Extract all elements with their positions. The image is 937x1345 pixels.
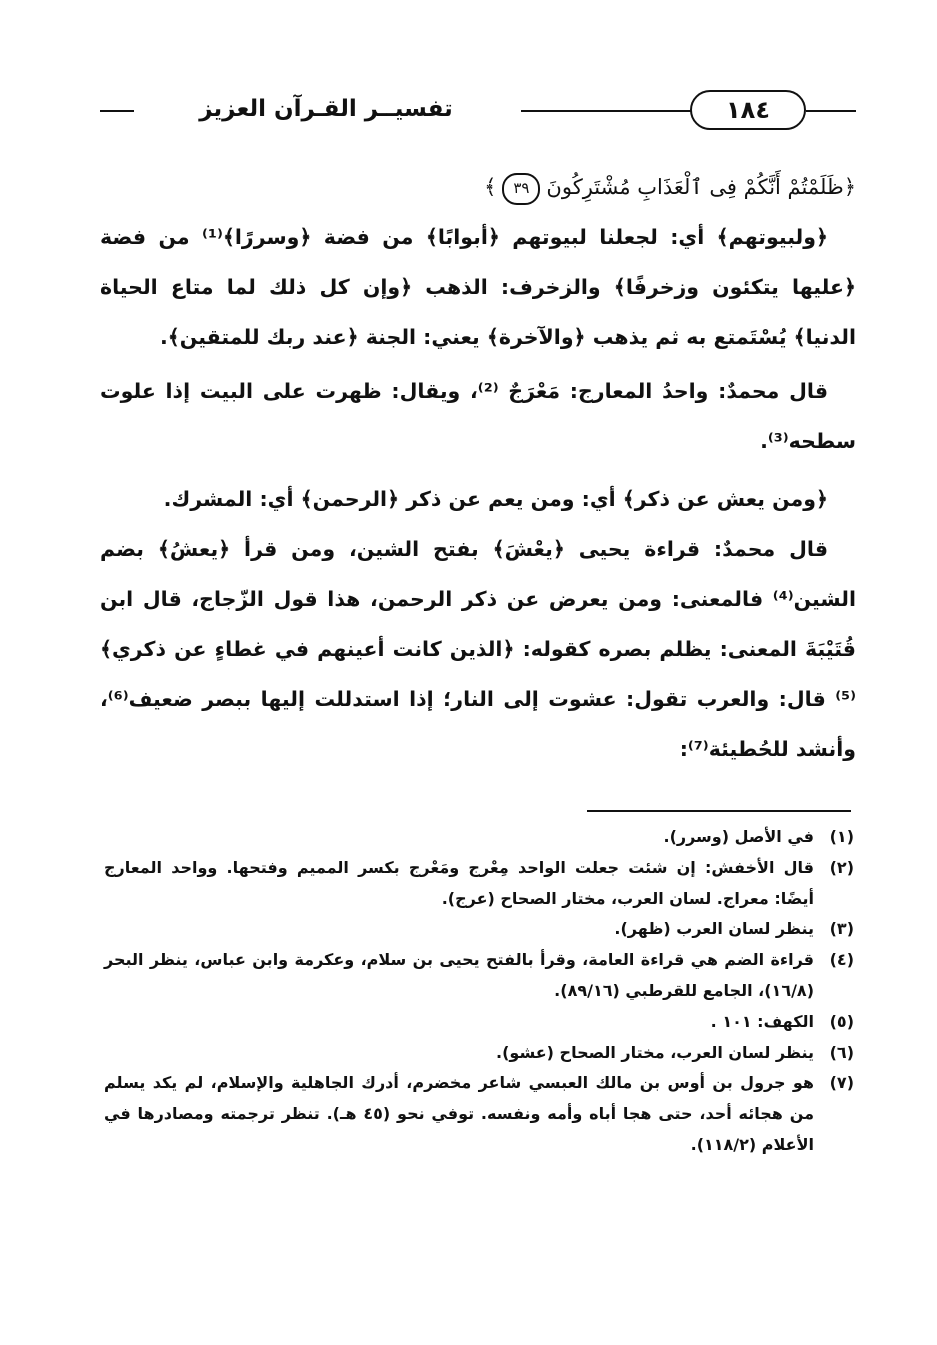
- header-rule-middle: [521, 110, 691, 112]
- footnote-text: ينظر لسان العرب، مختار الصحاح (عشو).: [496, 1042, 814, 1062]
- footnote-text: في الأصل (وسرر).: [663, 827, 814, 846]
- main-text: [100, 162, 856, 782]
- footnote-text: ينظر لسان العرب (ظهر).: [614, 919, 814, 939]
- verse-bracket-close: ﴾: [484, 175, 497, 199]
- verse-text: ظَلَمْتُمْ أَنَّكُمْ فِى ٱلْعَذَابِ مُشْتَرِكُونَ: [546, 175, 844, 199]
- footnote-item: [104, 945, 854, 1007]
- footnote-number: (٦): [829, 1042, 854, 1062]
- footnote-item: [104, 914, 854, 945]
- footnote-number: (٧): [829, 1073, 854, 1093]
- paragraph-1: ﴿ولبيوتهم﴾ أي: لجعلنا لبيوتهم ﴿أبوابًا﴾ من فضة ﴿وسررًا﴾⁽¹⁾ من فضة ﴿عليها يتكئون وزخرفًا﴾ والزخرف: الذهب ﴿وإن كل ذلك لما متاع الحياة الدنيا﴾ يُسْتَمتع به ثم يذهب ﴿والآخرة﴾ يعني: الجنة ﴿عند ربك للمتقين﴾.: [100, 225, 856, 349]
- footnote-text: قال الأخفش: إن شئت جعلت الواحد مِعْرج ومَعْرج بكسر المميم وفتحها. وواحد المعارج أيضًا: معراج. لسان العرب، مختار الصحاح (عرج).: [104, 857, 814, 908]
- verse-bracket-open: ﴿: [843, 175, 856, 199]
- footnote-text: قراءة الضم هي قراءة العامة، وقرأ بالفتح يحيى بن سلام، وعكرمة وابن عباس، ينظر البحر (١٦/٨)، الجامع للقرطبي (٨٩/١٦).: [104, 950, 814, 1000]
- footnote-number: (١): [829, 827, 854, 846]
- quran-verse-line: [100, 162, 856, 212]
- footnote-number: (٢): [829, 857, 854, 877]
- verse-number-marker: ٣٩: [502, 173, 540, 205]
- page-number: ١٨٤: [690, 90, 806, 130]
- footnote-item: [104, 1038, 854, 1069]
- running-title: تفسيــر القـرآن العزيز: [199, 96, 453, 122]
- footnotes: [104, 822, 854, 1202]
- footnote-item: [104, 1068, 854, 1160]
- footnote-number: (٣): [829, 919, 854, 939]
- footnote-item: [104, 853, 854, 915]
- footnote-number: (٤): [829, 950, 854, 970]
- paragraph-2: قال محمدٌ: واحدُ المعارج: مَعْرَجٌ ⁽²⁾، ويقال: ظهرت على البيت إذا علوت سطحه⁽³⁾.: [100, 379, 856, 453]
- footnote-text: الكهف: ١٠١ .: [710, 1011, 814, 1031]
- footnote-item: [104, 1007, 854, 1038]
- header-rule-right: [806, 110, 856, 112]
- footnote-number: (٥): [829, 1011, 854, 1031]
- running-header: [100, 88, 856, 132]
- footnote-text: هو جرول بن أوس بن مالك العبسي شاعر مخضرم، أدرك الجاهلية والإسلام، لم يكد يسلم من هجائه أحد، حتى هجا أباه وأمه ونفسه. توفي نحو (٤٥ هـ). تنظر ترجمته ومصادرها في الأعلام (١١٨/٢).: [104, 1073, 815, 1154]
- paragraph-3: ﴿ومن يعش عن ذكر﴾ أي: ومن يعم عن ذكر ﴿الرحمن﴾ أي: المشرك.: [163, 487, 828, 511]
- footnote-separator: [587, 810, 851, 812]
- footnote-item: [104, 822, 854, 853]
- paragraph-4: قال محمدٌ: قراءة يحيى ﴿يعْشَ﴾ بفتح الشين، ومن قرأ ﴿يعشُ﴾ بضم الشين⁽⁴⁾ فالمعنى: ومن يعرض عن ذكر الرحمن، هذا قول الزّجاج، قال ابن قُتَيْبَةَ المعنى: يظلم بصره كقوله: ﴿الذين كانت أعينهم في غطاءٍ عن ذكري﴾⁽⁵⁾ قال: والعرب تقول: عشوت إلى النار؛ إذا استدللت إليها ببصر ضعيف⁽⁶⁾، وأنشد للحُطيئة⁽⁷⁾:: [100, 537, 856, 761]
- header-rule-left: [100, 110, 134, 112]
